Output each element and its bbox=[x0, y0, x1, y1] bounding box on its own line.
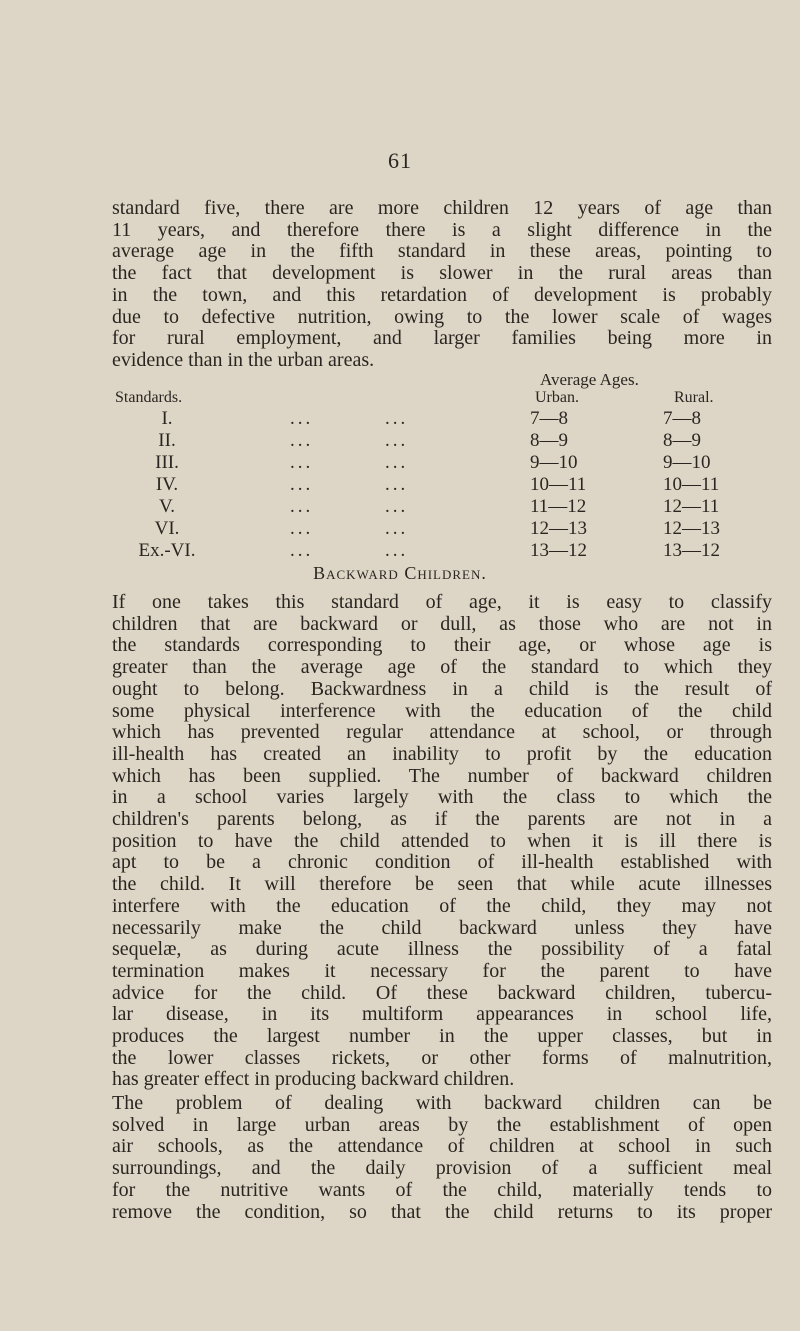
rural-cell: 9—10 bbox=[663, 452, 711, 473]
urban-cell: 7—8 bbox=[530, 408, 568, 429]
text-line: average age in the fifth standard in these areas, pointing to bbox=[112, 240, 772, 263]
text-line: has greater effect in producing backward children. bbox=[112, 1068, 515, 1091]
text-line: The problem of dealing with backward children can be bbox=[112, 1092, 772, 1114]
rural-cell: 13—12 bbox=[663, 540, 720, 561]
text-line: apt to be a chronic condition of ill-health established with bbox=[112, 851, 772, 874]
table-caption: Average Ages. bbox=[540, 370, 639, 389]
section-heading: Backward Children. bbox=[313, 563, 487, 583]
text-line: interfere with the education of the child, they may not bbox=[112, 894, 772, 917]
leader-dots: ... bbox=[385, 474, 409, 495]
text-line: the lower classes rickets, or other forms of malnutrition, bbox=[112, 1046, 772, 1069]
text-line: some physical interference with the education of the child bbox=[112, 699, 772, 722]
leader-dots: ... bbox=[290, 452, 314, 473]
text-line: greater than the average age of the standard to which they bbox=[112, 656, 772, 679]
text-line: termination makes it necessary for the parent to have bbox=[112, 959, 772, 982]
text-line: which has prevented regular attendance at school, or through bbox=[112, 721, 772, 744]
text-line: 11 years, and therefore there is a slight difference in the bbox=[112, 218, 772, 241]
paragraph-3 bbox=[112, 1093, 772, 1223]
text-line: for the nutritive wants of the child, materially tends to bbox=[112, 1178, 772, 1201]
table-row bbox=[0, 496, 800, 517]
text-line: children that are backward or dull, as those who are not in bbox=[112, 612, 772, 635]
text-line: produces the largest number in the upper classes, but in bbox=[112, 1025, 772, 1048]
standard-cell: II. bbox=[158, 430, 176, 451]
text-line: the fact that development is slower in the rural areas than bbox=[112, 262, 772, 285]
header-standards: Standards. bbox=[115, 389, 183, 406]
rural-cell: 12—11 bbox=[663, 496, 720, 517]
leader-dots: ... bbox=[290, 540, 314, 561]
text-line: the child. It will therefore be seen that while acute illnesses bbox=[112, 873, 772, 896]
leader-dots: ... bbox=[385, 408, 409, 429]
text-line: surroundings, and the daily provision of a sufficient meal bbox=[112, 1157, 772, 1180]
table-row bbox=[0, 474, 800, 495]
urban-cell: 9—10 bbox=[530, 452, 578, 473]
text-line: children's parents belong, as if the parents are not in a bbox=[112, 808, 772, 831]
paragraph-1 bbox=[112, 198, 772, 372]
text-line: ought to belong. Backwardness in a child is the result of bbox=[112, 677, 772, 700]
paragraph-2 bbox=[112, 592, 772, 1091]
leader-dots: ... bbox=[290, 430, 314, 451]
text-line: in a school varies largely with the class to which the bbox=[112, 786, 772, 809]
standard-cell: VI. bbox=[154, 518, 180, 539]
text-line: ill-health has created an inability to profit by the education bbox=[112, 742, 772, 765]
text-line: the standards corresponding to their age, or whose age is bbox=[112, 634, 772, 657]
rural-cell: 8—9 bbox=[663, 430, 701, 451]
urban-cell: 8—9 bbox=[530, 430, 568, 451]
table-row bbox=[0, 452, 800, 473]
header-urban: Urban. bbox=[535, 389, 579, 406]
header-rural: Rural. bbox=[674, 389, 714, 406]
urban-cell: 10—11 bbox=[530, 474, 587, 495]
table-row bbox=[0, 430, 800, 451]
urban-cell: 11—12 bbox=[530, 496, 587, 517]
rural-cell: 12—13 bbox=[663, 518, 720, 539]
text-line: due to defective nutrition, owing to the lower scale of wages bbox=[112, 305, 772, 328]
leader-dots: ... bbox=[385, 496, 409, 517]
text-line: position to have the child attended to when it is ill there is bbox=[112, 829, 772, 852]
text-line: necessarily make the child backward unless they have bbox=[112, 916, 772, 939]
text-line: lar disease, in its multiform appearances in school life, bbox=[112, 1003, 772, 1026]
table-row bbox=[0, 540, 800, 561]
text-line: If one takes this standard of age, it is easy to classify bbox=[112, 591, 772, 613]
standard-cell: IV. bbox=[155, 474, 179, 495]
text-line: in the town, and this retardation of development is probably bbox=[112, 283, 772, 306]
text-line: which has been supplied. The number of backward children bbox=[112, 764, 772, 787]
leader-dots: ... bbox=[290, 408, 314, 429]
text-line: sequelæ, as during acute illness the possibility of a fatal bbox=[112, 938, 772, 961]
standard-cell: III. bbox=[155, 452, 179, 473]
rural-cell: 10—11 bbox=[663, 474, 720, 495]
page-number: 61 bbox=[388, 148, 412, 173]
table-row bbox=[0, 408, 800, 429]
text-line: for rural employment, and larger families being more in bbox=[112, 327, 772, 350]
leader-dots: ... bbox=[290, 474, 314, 495]
leader-dots: ... bbox=[385, 452, 409, 473]
text-line: evidence than in the urban areas. bbox=[112, 348, 375, 371]
text-line: solved in large urban areas by the establishment of open bbox=[112, 1113, 772, 1136]
table-row bbox=[0, 518, 800, 539]
leader-dots: ... bbox=[290, 496, 314, 517]
leader-dots: ... bbox=[290, 518, 314, 539]
urban-cell: 12—13 bbox=[530, 518, 587, 539]
text-line: air schools, as the attendance of children at school in such bbox=[112, 1135, 772, 1158]
text-line: standard five, there are more children 12 years of age than bbox=[112, 197, 772, 219]
text-line: advice for the child. Of these backward children, tubercu- bbox=[112, 981, 772, 1004]
standard-cell: V. bbox=[158, 496, 176, 517]
leader-dots: ... bbox=[385, 518, 409, 539]
text-line: remove the condition, so that the child returns to its proper bbox=[112, 1200, 772, 1223]
standard-cell: I. bbox=[161, 408, 173, 429]
rural-cell: 7—8 bbox=[663, 408, 701, 429]
leader-dots: ... bbox=[385, 430, 409, 451]
leader-dots: ... bbox=[385, 540, 409, 561]
urban-cell: 13—12 bbox=[530, 540, 587, 561]
standard-cell: Ex.-VI. bbox=[138, 540, 196, 561]
